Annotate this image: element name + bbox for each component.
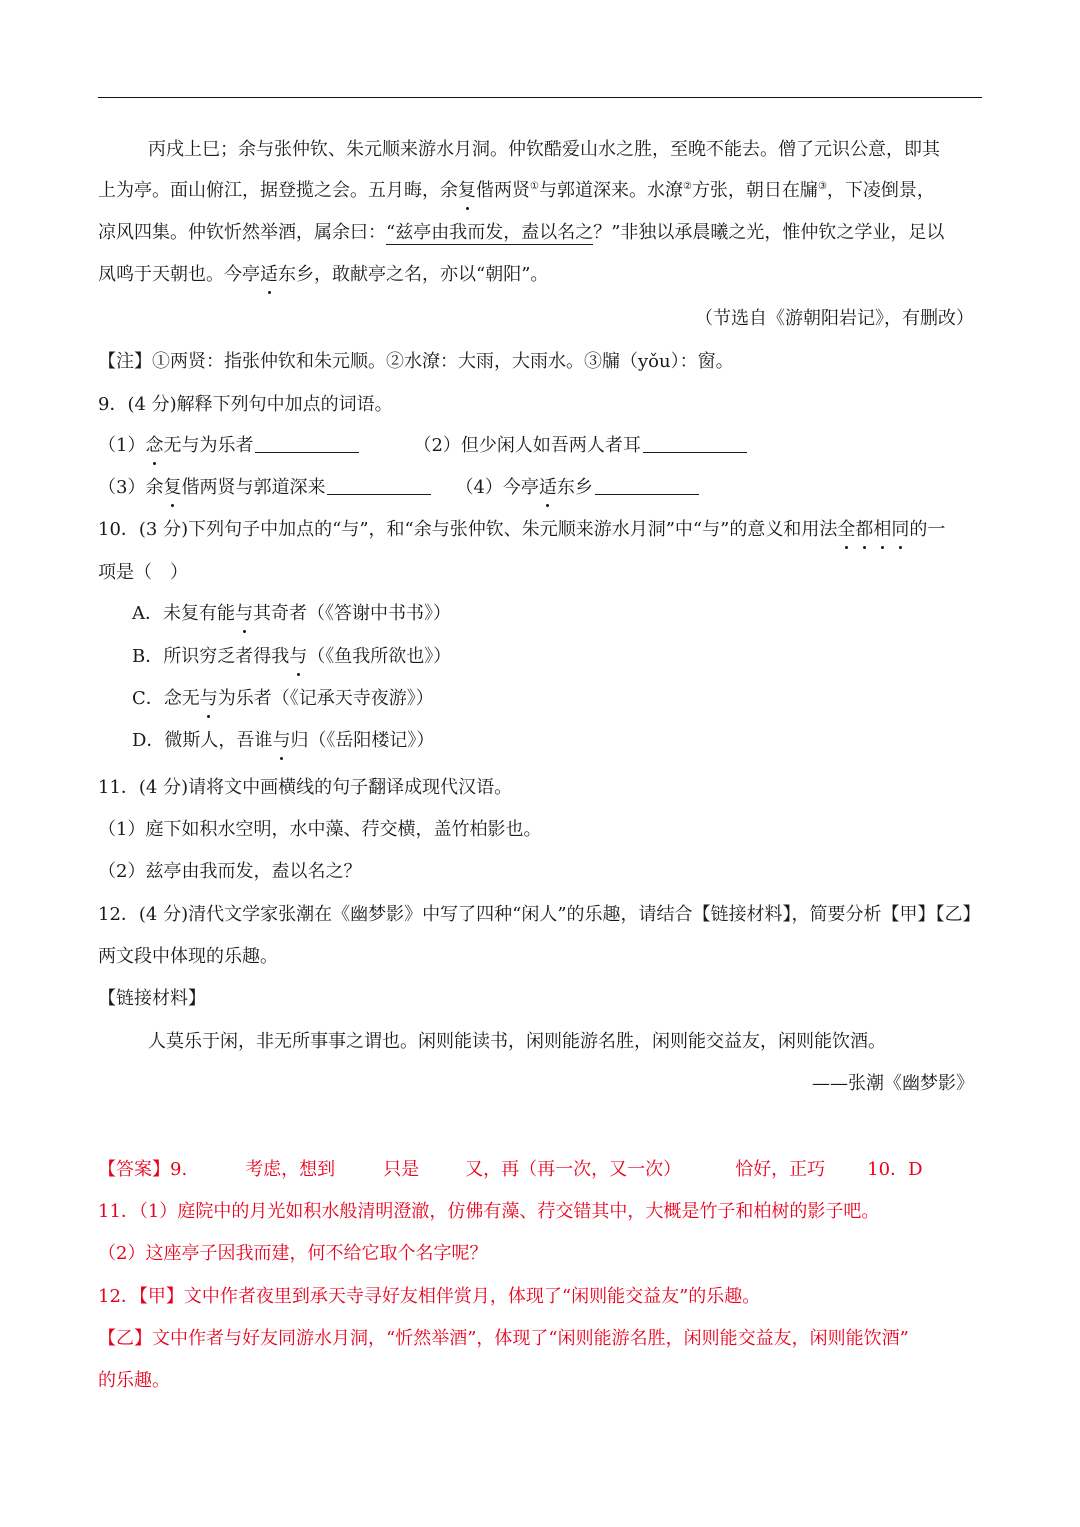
q10-option-a[interactable]: A．未复有能与其奇者（《答谢中书书》） [132,601,982,627]
q9-items-3-4: （3）余复偕两贤与郭道深来 （4）今亭适东乡 [98,474,982,501]
answer-12-1: 12．【甲】文中作者夜里到承天寺寻好友相伴赏月，体现了“闲则能交益友”的乐趣。 [98,1286,761,1307]
passage-source: （节选自《游朝阳岩记》，有删改） [695,308,974,329]
dotted-char: 复 [163,475,181,501]
passage-line-3: 凉风四集。仲钦忻然举酒，属余曰：“兹亭由我而发，盍以名之？”非独以承晨曦之光，惟仲钦之学业，足以 [98,222,945,243]
answer-12-2: 【乙】文中作者与好友同游水月洞，“忻然举酒”，体现了“闲则能游名胜，闲则能交益友，闲则能饮酒” [98,1328,909,1349]
answer-line-1: 【答案】9. 考虑，想到 只是 又，再（再一次，又一次） 恰好，正巧 10．D [98,1159,923,1180]
q11-item-1: （1）庭下如积水空明，水中藻、荇交横，盖竹柏影也。 [98,819,542,840]
q10-stem: 10．(3 分)下列句子中加点的“与”，和“余与张仲钦、朱元顺来游水月洞”中“与”的意义和用法全都相同的一 [98,517,982,543]
q12-stem-cont: 两文段中体现的乐趣。 [98,946,278,967]
link-text: 人莫乐于闲，非无所事事之谓也。闲则能读书，闲则能游名胜，闲则能交益友，闲则能饮酒。 [148,1031,886,1052]
header-rule [98,97,982,98]
dotted-char: 复 [458,178,476,204]
answer-blank-2[interactable] [643,432,747,453]
answer-blank-4[interactable] [595,474,699,495]
q10-option-d[interactable]: D．微斯人，吾谁与归（《岳阳楼记》） [132,728,982,754]
q11-stem: 11．(4 分)请将文中画横线的句子翻译成现代汉语。 [98,777,513,798]
q9-items-1-2: （1）念无与为乐者 （2）但少闲人如吾两人者耳 [98,432,982,459]
q10-option-b[interactable]: B．所识穷乏者得我与（《鱼我所欲也》） [132,644,982,670]
dotted-char: 适 [539,475,557,501]
link-title: 【链接材料】 [98,988,206,1009]
passage-line-1: 丙戌上巳；余与张仲钦、朱元顺来游水月洞。仲钦酷爱山水之胜，至晚不能去。僧了元识公意，即其 [148,139,940,160]
q11-item-2: （2）兹亭由我而发，盍以名之？ [98,861,362,882]
link-source: ——张潮《幽梦影》 [812,1073,974,1094]
answer-11-1: 11．（1）庭院中的月光如积水般清明澄澈，仿佛有藻、荇交错其中，大概是竹子和柏树的影子吧。 [98,1201,880,1222]
q10-option-c[interactable]: C．念无与为乐者（《记承天寺夜游》） [132,686,982,712]
answer-blank-1[interactable] [255,432,359,453]
q12-stem: 12．(4 分)清代文学家张潮在《幽梦影》中写了四种“闲人”的乐趣，请结合【链接材料】，简要分析【甲】【乙】 [98,904,981,925]
passage-line-4: 凤鸣于天朝也。今亭适东乡，敢献亭之名，亦以“朝阳”。 [98,262,982,288]
dotted-char: 念 [145,433,163,459]
passage-line-2: 上为亭。面山俯江，据登揽之会。五月晦，余复偕两贤①与郭道深来。水潦②方张，朝日在牖③，下凌倒景， [98,178,982,204]
q9-stem: 9．(4 分)解释下列句中加点的词语。 [98,394,393,415]
answer-11-2: （2）这座亭子因我而建，何不给它取个名字呢？ [98,1243,488,1264]
answer-12-3: 的乐趣。 [98,1370,170,1391]
q10-stem-cont: 项是（ ） [98,562,188,583]
answer-blank-3[interactable] [327,474,431,495]
dotted-char: 适 [260,262,278,288]
underlined-sentence: “兹亭由我而发，盍以名之 [386,222,594,243]
note: 【注】①两贤：指张仲钦和朱元顺。②水潦：大雨，大雨水。③牖（yǒu）：窗。 [98,351,734,372]
